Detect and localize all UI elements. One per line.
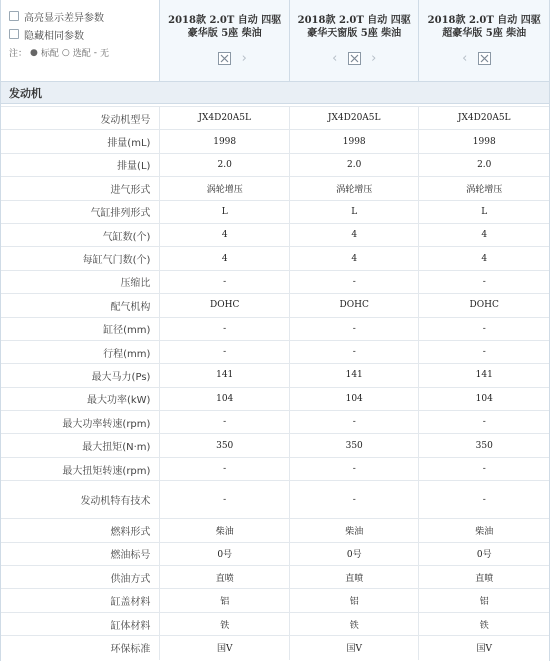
spec-label: 环保标准 [1, 636, 160, 659]
table-row [1, 434, 549, 457]
spec-value: - [160, 318, 290, 340]
close-icon[interactable] [348, 52, 361, 65]
highlight-diff-label: 高亮显示差异参数 [24, 12, 104, 24]
spec-label: 发动机型号 [1, 107, 160, 129]
spec-value: 4 [481, 253, 488, 264]
spec-value: 1998 [472, 136, 496, 147]
spec-label: 每缸气门数(个) [1, 247, 160, 269]
table-row [1, 636, 549, 659]
spec-value: - [290, 318, 420, 340]
spec-label: 进气形式 [1, 177, 160, 199]
spec-value: 铝 [290, 589, 420, 611]
hide-same-option[interactable] [9, 26, 159, 42]
spec-value: 141 [290, 364, 420, 386]
table-row [1, 271, 549, 294]
spec-value: - [160, 411, 290, 433]
spec-value: L [481, 206, 488, 217]
legend [9, 46, 159, 59]
chevron-left-icon[interactable]: ‹ [462, 50, 468, 66]
spec-value: 141 [160, 364, 290, 386]
spec-table [1, 107, 549, 660]
spec-value: 104 [160, 388, 290, 410]
table-row [1, 613, 549, 636]
spec-value: 0号 [290, 543, 420, 565]
spec-value: 2.0 [290, 154, 420, 176]
spec-value: 1998 [160, 130, 290, 152]
spec-label: 最大扭矩(N·m) [1, 434, 160, 456]
spec-value: 350 [475, 440, 493, 451]
car-controls [290, 48, 419, 68]
spec-value: 涡轮增压 [160, 177, 290, 199]
car-controls [160, 48, 289, 68]
table-row [1, 543, 549, 566]
spec-label: 发动机特有技术 [1, 481, 160, 518]
spec-label: 气缸排列形式 [1, 201, 160, 223]
spec-value: - [482, 347, 486, 358]
spec-value: 直喷 [475, 573, 494, 584]
spec-value: 柴油 [290, 519, 420, 541]
spec-value: - [160, 271, 290, 293]
spec-label: 缸体材料 [1, 613, 160, 635]
spec-value: 国V [476, 644, 492, 655]
car-title: 2018款 2.0T 自动 四驱豪华版 5座 柴油 [168, 15, 282, 39]
spec-value: - [290, 458, 420, 480]
hide-same-checkbox[interactable] [9, 29, 19, 39]
spec-value: - [160, 341, 290, 363]
spec-value: JX4D20A5L [290, 107, 420, 129]
table-row [1, 154, 549, 177]
chevron-left-icon[interactable]: ‹ [332, 50, 338, 66]
spec-label: 最大马力(Ps) [1, 364, 160, 386]
hide-same-label: 隐藏相同参数 [24, 30, 84, 42]
comparison-header [1, 0, 549, 82]
car-column-1 [160, 0, 290, 81]
spec-value: - [482, 494, 486, 505]
spec-value: 国V [160, 636, 290, 659]
table-row [1, 341, 549, 364]
spec-value: 柴油 [160, 519, 290, 541]
spec-label: 排量(L) [1, 154, 160, 176]
spec-value: 柴油 [475, 526, 494, 537]
table-row [1, 294, 549, 317]
spec-value: 铝 [160, 589, 290, 611]
spec-label: 燃油标号 [1, 543, 160, 565]
table-row [1, 177, 549, 200]
spec-value: 0号 [476, 550, 492, 561]
spec-label: 最大功率(kW) [1, 388, 160, 410]
car-title: 2018款 2.0T 自动 四驱豪华天窗版 5座 柴油 [297, 15, 411, 39]
spec-value: 4 [290, 224, 420, 246]
spec-value: 4 [160, 224, 290, 246]
table-row [1, 388, 549, 411]
spec-value: - [290, 341, 420, 363]
spec-value: L [290, 201, 420, 223]
spec-label: 压缩比 [1, 271, 160, 293]
spec-value: 铁 [160, 613, 290, 635]
close-icon[interactable] [478, 52, 491, 65]
close-icon[interactable] [218, 52, 231, 65]
spec-value: 1998 [290, 130, 420, 152]
spec-value: - [290, 271, 420, 293]
legend-standard: 标配 [40, 49, 59, 59]
spec-label: 缸径(mm) [1, 318, 160, 340]
hollow-circle-icon: ○ [61, 47, 70, 58]
highlight-diff-option[interactable] [9, 8, 159, 24]
highlight-diff-checkbox[interactable] [9, 11, 19, 21]
spec-value: 国V [290, 636, 420, 659]
spec-value: 涡轮增压 [466, 184, 503, 195]
spec-value: 104 [290, 388, 420, 410]
spec-value: DOHC [469, 300, 499, 311]
spec-label: 配气机构 [1, 294, 160, 316]
spec-value: - [290, 481, 420, 518]
spec-value: DOHC [290, 294, 420, 316]
filled-circle-icon: ● [30, 47, 38, 58]
spec-value: 涡轮增压 [290, 177, 420, 199]
spec-value: 4 [481, 230, 488, 241]
table-row [1, 318, 549, 341]
table-row [1, 589, 549, 612]
spec-value: - [160, 458, 290, 480]
spec-value: - [482, 464, 486, 475]
spec-value: 铁 [479, 620, 489, 631]
spec-value: 直喷 [290, 566, 420, 588]
spec-label: 供油方式 [1, 566, 160, 588]
spec-label: 气缸数(个) [1, 224, 160, 246]
spec-label: 排量(mL) [1, 130, 160, 152]
spec-value: 4 [160, 247, 290, 269]
chevron-right-icon[interactable]: › [371, 50, 377, 66]
spec-value: 104 [475, 393, 493, 404]
spec-value: DOHC [160, 294, 290, 316]
spec-value: - [482, 276, 486, 287]
table-row [1, 130, 549, 153]
table-row [1, 201, 549, 224]
car-controls [419, 48, 549, 68]
spec-value: 2.0 [477, 159, 492, 170]
table-row [1, 364, 549, 387]
display-options [1, 0, 160, 81]
table-row [1, 224, 549, 247]
chevron-right-icon[interactable]: › [241, 50, 247, 66]
dash-icon: - [93, 47, 98, 58]
table-row [1, 247, 549, 270]
spec-value: 0号 [160, 543, 290, 565]
car-column-2 [290, 0, 420, 81]
spec-value: - [290, 411, 420, 433]
spec-value: 铁 [290, 613, 420, 635]
car-title: 2018款 2.0T 自动 四驱超豪华版 5座 柴油 [427, 15, 541, 39]
section-engine [1, 82, 549, 104]
spec-value: L [160, 201, 290, 223]
legend-prefix: 注： [9, 49, 28, 59]
spec-value: 141 [475, 370, 493, 381]
table-row [1, 519, 549, 542]
spec-label: 最大功率转速(rpm) [1, 411, 160, 433]
table-row [1, 411, 549, 434]
spec-value: 2.0 [160, 154, 290, 176]
table-row [1, 481, 549, 519]
section-title: 发动机 [9, 86, 42, 100]
spec-label: 燃料形式 [1, 519, 160, 541]
spec-value: 直喷 [160, 566, 290, 588]
table-row [1, 566, 549, 589]
spec-value: 铝 [479, 597, 489, 608]
spec-value: 4 [290, 247, 420, 269]
spec-label: 最大扭矩转速(rpm) [1, 458, 160, 480]
table-row [1, 107, 549, 130]
spec-label: 行程(mm) [1, 341, 160, 363]
spec-value: - [482, 323, 486, 334]
spec-label: 缸盖材料 [1, 589, 160, 611]
legend-none: 无 [100, 49, 110, 59]
spec-value: JX4D20A5L [160, 107, 290, 129]
spec-value: - [482, 417, 486, 428]
spec-value: 350 [290, 434, 420, 456]
spec-value: - [160, 481, 290, 518]
car-column-3 [419, 0, 549, 81]
spec-value: 350 [160, 434, 290, 456]
legend-optional: 选配 [72, 49, 91, 59]
spec-value: JX4D20A5L [457, 113, 511, 124]
table-row [1, 458, 549, 481]
